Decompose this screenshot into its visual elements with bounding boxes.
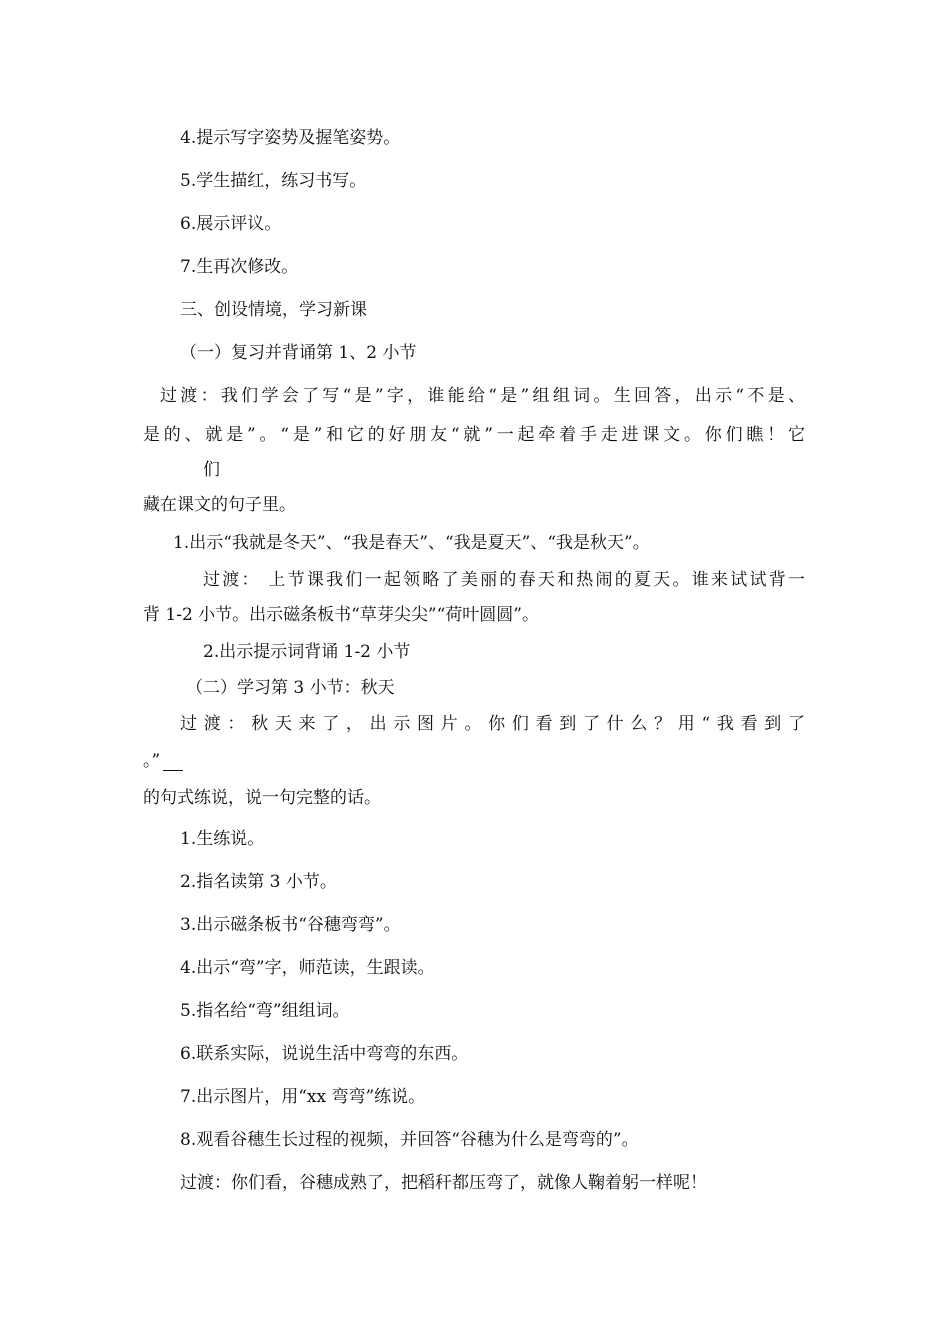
step-4: 4.提示写字姿势及握笔姿势。 <box>180 128 401 148</box>
transition-3-line-2: 。” <box>143 751 161 771</box>
step-7: 7.生再次修改。 <box>180 257 299 277</box>
transition-2-line-2: 背 1-2 小节。出示磁条板书“草芽尖尖”“荷叶圆圆”。 <box>143 605 539 625</box>
transition-3-line-1: 过渡：秋天来了，出示图片。你们看到了什么？用“我看到了 <box>180 714 805 734</box>
subsection-2: （二）学习第 3 小节：秋天 <box>186 678 395 698</box>
item-1: 1.生练说。 <box>180 829 265 849</box>
transition-1-line-4: 藏在课文的句子里。 <box>143 495 296 515</box>
item-5: 5.指名给“弯”组组词。 <box>180 1001 350 1021</box>
item-3: 3.出示磁条板书“谷穗弯弯”。 <box>180 915 401 935</box>
item-6: 6.联系实际，说说生活中弯弯的东西。 <box>180 1044 469 1064</box>
item-2: 2.指名读第 3 小节。 <box>180 872 337 892</box>
transition-3-line-3: 的句式练说，说一句完整的话。 <box>143 788 381 808</box>
item-8: 8.观看谷穗生长过程的视频，并回答“谷穗为什么是弯弯的”。 <box>180 1130 639 1150</box>
subsection-1: （一）复习并背诵第 1、2 小节 <box>180 343 417 363</box>
item-4: 4.出示“弯”字，师范读，生跟读。 <box>180 958 435 978</box>
section-heading-3: 三、创设情境，学习新课 <box>180 300 367 320</box>
transition-4: 过渡：你们看，谷穗成熟了，把稻秆都压弯了，就像人鞠着躬一样呢！ <box>180 1173 707 1193</box>
transition-1-line-1: 过渡：我们学会了写“是”字，谁能给“是”组组词。生回答，出示“不是、 <box>160 386 805 406</box>
transition-2-line-1: 过渡： 上节课我们一起领略了美丽的春天和热闹的夏天。谁来试试背一 <box>203 570 805 590</box>
step-6: 6.展示评议。 <box>180 214 282 234</box>
transition-1-line-3: 们 <box>203 460 220 480</box>
item-7: 7.出示图片，用“xx 弯弯”练说。 <box>180 1087 426 1107</box>
step-5: 5.学生描红，练习书写。 <box>180 171 367 191</box>
transition-1-line-2: 是的、就是”。“是”和它的好朋友“就”一起牵着手走进课文。你们瞧！它 <box>143 425 805 445</box>
step-1-show: 1.出示“我就是冬天”、“我是春天”、“我是夏天”、“我是秋天”。 <box>173 533 650 553</box>
blank-underline <box>163 770 183 771</box>
step-2-recite: 2.出示提示词背诵 1-2 小节 <box>203 642 411 662</box>
